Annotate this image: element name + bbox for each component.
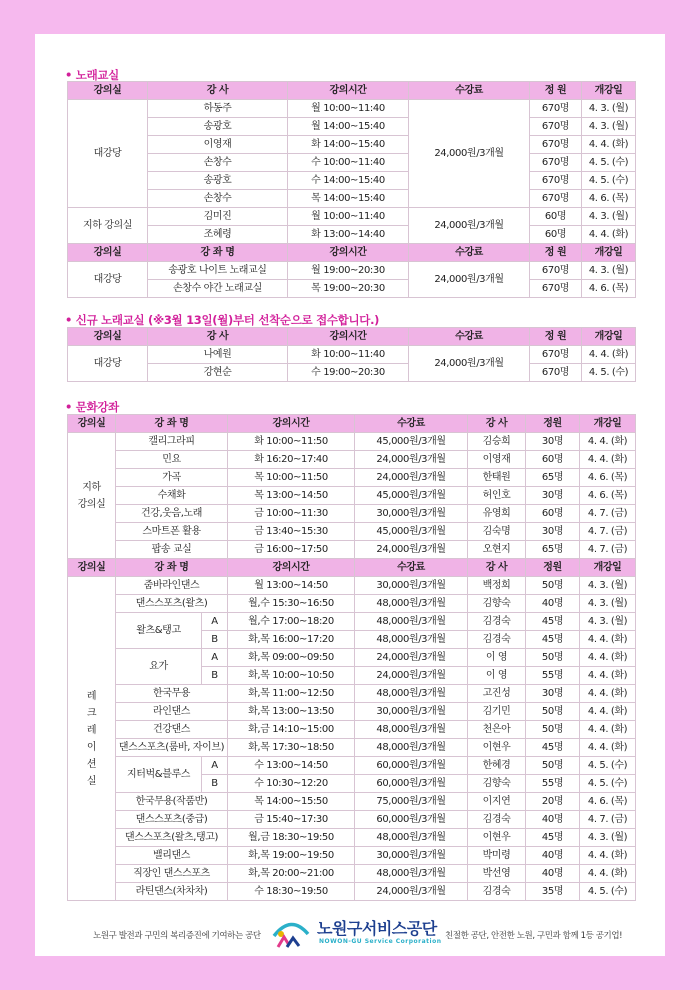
column-header: 개강일 [582,244,636,262]
column-header: 정 원 [530,244,582,262]
instructor-cell: 이현우 [468,829,526,847]
name-cell: 이영재 [148,136,288,154]
instructor-cell: 백정희 [468,577,526,595]
table-row [68,577,636,595]
page-sheet [35,34,665,956]
table-row [68,190,636,208]
instructor-cell: 천은아 [468,721,526,739]
table-row [68,505,636,523]
capacity-cell: 60명 [530,208,582,226]
name-cell: 송광호 [148,172,288,190]
table-row [68,172,636,190]
start-date-cell: 4. 5. (수) [582,172,636,190]
fee-cell: 30,000원/3개월 [355,703,468,721]
course-name-cell: 댄스스포츠(왈츠,탱고) [116,829,228,847]
capacity-cell: 40명 [526,847,580,865]
time-cell: 화,목 19:00~19:50 [228,847,355,865]
time-cell: 화,목 20:00~21:00 [228,865,355,883]
course-name-cell: 줌바라인댄스 [116,577,228,595]
time-cell: 월,수 15:30~16:50 [228,595,355,613]
start-date-cell: 4. 3. (월) [580,829,636,847]
table-row [68,757,636,775]
table-header-row [68,415,636,433]
column-header: 강 사 [148,82,288,100]
column-header: 강의실 [68,82,148,100]
table-row [68,100,636,118]
start-date-cell: 4. 4. (화) [580,649,636,667]
table-row [68,793,636,811]
room-cell: 지하 강의실 [68,208,148,244]
course-name-cell: 요가 [116,649,202,685]
capacity-cell: 50명 [526,721,580,739]
start-date-cell: 4. 6. (목) [580,469,636,487]
fee-cell: 48,000원/3개월 [355,631,468,649]
start-date-cell: 4. 7. (금) [580,523,636,541]
table-row [68,136,636,154]
column-header: 강의실 [68,559,116,577]
time-cell: 월 14:00~15:40 [288,118,409,136]
name-cell: 손창수 야간 노래교실 [148,280,288,298]
culture-class-table [67,414,636,901]
fee-cell: 24,000원/3개월 [355,649,468,667]
table-row [68,829,636,847]
instructor-cell: 김승희 [468,433,526,451]
instructor-cell: 김경숙 [468,613,526,631]
course-name-cell: 지터벅&블루스 [116,757,202,793]
capacity-cell: 45명 [526,739,580,757]
fee-cell: 30,000원/3개월 [355,577,468,595]
table-row [68,208,636,226]
capacity-cell: 50명 [526,703,580,721]
start-date-cell: 4. 6. (목) [580,793,636,811]
start-date-cell: 4. 3. (월) [582,118,636,136]
column-header: 강의시간 [288,244,409,262]
table-row [68,847,636,865]
time-cell: 금 10:00~11:30 [228,505,355,523]
time-cell: 화 16:20~17:40 [228,451,355,469]
fee-cell: 48,000원/3개월 [355,829,468,847]
course-section-cell: A [202,757,228,775]
start-date-cell: 4. 4. (화) [580,847,636,865]
fee-cell: 48,000원/3개월 [355,865,468,883]
time-cell: 월,금 18:30~19:50 [228,829,355,847]
time-cell: 화 10:00~11:40 [288,346,409,364]
fee-cell: 30,000원/3개월 [355,505,468,523]
column-header: 개강일 [580,415,636,433]
fee-cell: 30,000원/3개월 [355,847,468,865]
course-name-cell: 수채화 [116,487,228,505]
logo-subtitle: NOWON-GU Service Corporation [319,938,442,945]
instructor-cell: 김숙명 [468,523,526,541]
table-row [68,364,636,382]
time-cell: 목 10:00~11:50 [228,469,355,487]
course-section-cell: B [202,631,228,649]
course-name-cell: 왈츠&탱고 [116,613,202,649]
table-row [68,595,636,613]
table-row [68,865,636,883]
time-cell: 수 10:00~11:40 [288,154,409,172]
course-name-cell: 민요 [116,451,228,469]
start-date-cell: 4. 4. (화) [580,685,636,703]
capacity-cell: 45명 [526,613,580,631]
column-header: 강 좌 명 [116,415,228,433]
start-date-cell: 4. 3. (월) [580,613,636,631]
instructor-cell: 이영재 [468,451,526,469]
table-row [68,262,636,280]
start-date-cell: 4. 5. (수) [580,775,636,793]
column-header: 수강료 [409,244,530,262]
fee-cell: 48,000원/3개월 [355,721,468,739]
instructor-cell: 이현우 [468,739,526,757]
room-cell: 대강당 [68,346,148,382]
capacity-cell: 20명 [526,793,580,811]
time-cell: 수 18:30~19:50 [228,883,355,901]
column-header: 강의시간 [228,415,355,433]
time-cell: 월 10:00~11:40 [288,208,409,226]
time-cell: 화,목 11:00~12:50 [228,685,355,703]
instructor-cell: 유영희 [468,505,526,523]
column-header: 개강일 [580,559,636,577]
time-cell: 월 19:00~20:30 [288,262,409,280]
fee-cell: 24,000원/3개월 [355,469,468,487]
table-row [68,739,636,757]
instructor-cell: 고진성 [468,685,526,703]
start-date-cell: 4. 4. (화) [582,346,636,364]
course-name-cell: 라인댄스 [116,703,228,721]
start-date-cell: 4. 7. (금) [580,811,636,829]
time-cell: 화,목 10:00~10:50 [228,667,355,685]
fee-cell: 48,000원/3개월 [355,685,468,703]
column-header: 정원 [526,559,580,577]
time-cell: 금 13:40~15:30 [228,523,355,541]
time-cell: 화,목 17:30~18:50 [228,739,355,757]
fee-cell: 24,000원/3개월 [409,208,530,244]
column-header: 수강료 [409,328,530,346]
start-date-cell: 4. 4. (화) [582,136,636,154]
table-header-row [68,82,636,100]
start-date-cell: 4. 3. (월) [580,595,636,613]
logo-name: 노원구서비스공단 [317,919,437,938]
column-header: 수강료 [409,82,530,100]
room-cell: 대강당 [68,262,148,298]
time-cell: 화,목 16:00~17:20 [228,631,355,649]
table-row [68,703,636,721]
name-cell: 김미진 [148,208,288,226]
column-header: 강의실 [68,328,148,346]
fee-cell: 60,000원/3개월 [355,775,468,793]
table-header-row [68,244,636,262]
table-row [68,649,636,667]
column-header: 수강료 [355,559,468,577]
time-cell: 월 10:00~11:40 [288,100,409,118]
room-cell: 대강당 [68,100,148,208]
name-cell: 조혜령 [148,226,288,244]
table-row [68,451,636,469]
time-cell: 목 14:00~15:40 [288,190,409,208]
capacity-cell: 670명 [530,262,582,280]
start-date-cell: 4. 3. (월) [582,100,636,118]
section-title-culture-class: • 문화강좌 [65,400,119,414]
start-date-cell: 4. 3. (월) [582,208,636,226]
start-date-cell: 4. 6. (목) [582,280,636,298]
course-name-cell: 건강,웃음,노래 [116,505,228,523]
start-date-cell: 4. 4. (화) [580,865,636,883]
fee-cell: 45,000원/3개월 [355,523,468,541]
name-cell: 송광호 [148,118,288,136]
time-cell: 월 13:00~14:50 [228,577,355,595]
course-name-cell: 한국무용(작품반) [116,793,228,811]
time-cell: 화 14:00~15:40 [288,136,409,154]
instructor-cell: 박미령 [468,847,526,865]
capacity-cell: 670명 [530,190,582,208]
course-name-cell: 댄스스포츠(중급) [116,811,228,829]
footer-right-slogan: 친절한 공단, 안전한 노원, 구민과 함께 1등 공기업! [445,931,623,941]
instructor-cell: 김향숙 [468,595,526,613]
instructor-cell: 김향숙 [468,775,526,793]
column-header: 강 사 [148,328,288,346]
footer [35,914,665,954]
instructor-cell: 김기민 [468,703,526,721]
column-header: 강의실 [68,244,148,262]
fee-cell: 24,000원/3개월 [355,883,468,901]
capacity-cell: 55명 [526,667,580,685]
instructor-cell: 김경숙 [468,811,526,829]
column-header: 강 사 [468,559,526,577]
course-section-cell: A [202,649,228,667]
column-header: 정 원 [530,328,582,346]
table-row [68,883,636,901]
start-date-cell: 4. 7. (금) [580,505,636,523]
time-cell: 목 19:00~20:30 [288,280,409,298]
time-cell: 화,목 09:00~09:50 [228,649,355,667]
instructor-cell: 한태원 [468,469,526,487]
fee-cell: 75,000원/3개월 [355,793,468,811]
column-header: 강의실 [68,415,116,433]
name-cell: 나예원 [148,346,288,364]
table-header-row [68,328,636,346]
start-date-cell: 4. 6. (목) [582,190,636,208]
start-date-cell: 4. 4. (화) [580,433,636,451]
capacity-cell: 670명 [530,136,582,154]
course-section-cell: A [202,613,228,631]
start-date-cell: 4. 4. (화) [582,226,636,244]
course-name-cell: 댄스스포츠(룸바, 자이브) [116,739,228,757]
instructor-cell: 오현지 [468,541,526,559]
capacity-cell: 670명 [530,346,582,364]
fee-cell: 48,000원/3개월 [355,739,468,757]
course-name-cell: 댄스스포츠(왈츠) [116,595,228,613]
time-cell: 수 13:00~14:50 [228,757,355,775]
time-cell: 목 13:00~14:50 [228,487,355,505]
name-cell: 손창수 [148,190,288,208]
instructor-cell: 김경숙 [468,883,526,901]
instructor-cell: 이지연 [468,793,526,811]
table-row [68,154,636,172]
name-cell: 송광호 나이트 노래교실 [148,262,288,280]
table-row [68,811,636,829]
start-date-cell: 4. 4. (화) [580,739,636,757]
table-row [68,346,636,364]
instructor-cell: 이 영 [468,649,526,667]
table-row [68,721,636,739]
column-header: 강 좌 명 [116,559,228,577]
capacity-cell: 45명 [526,829,580,847]
fee-cell: 45,000원/3개월 [355,433,468,451]
capacity-cell: 60명 [526,505,580,523]
instructor-cell: 허인호 [468,487,526,505]
fee-cell: 24,000원/3개월 [355,667,468,685]
instructor-cell: 박선영 [468,865,526,883]
capacity-cell: 45명 [526,631,580,649]
capacity-cell: 670명 [530,118,582,136]
capacity-cell: 30명 [526,487,580,505]
capacity-cell: 50명 [526,577,580,595]
time-cell: 금 16:00~17:50 [228,541,355,559]
capacity-cell: 30명 [526,433,580,451]
column-header: 강의시간 [288,328,409,346]
column-header: 정원 [526,415,580,433]
time-cell: 목 14:00~15:50 [228,793,355,811]
table-row [68,280,636,298]
start-date-cell: 4. 3. (월) [580,577,636,595]
column-header: 강 사 [468,415,526,433]
fee-cell: 48,000원/3개월 [355,613,468,631]
room-cell: 레 크 레 이 션 실 [68,577,116,901]
instructor-cell: 김경숙 [468,631,526,649]
capacity-cell: 50명 [526,649,580,667]
time-cell: 월,수 17:00~18:20 [228,613,355,631]
fee-cell: 24,000원/3개월 [409,100,530,208]
column-header: 개강일 [582,328,636,346]
table-row [68,433,636,451]
capacity-cell: 670명 [530,100,582,118]
capacity-cell: 55명 [526,775,580,793]
capacity-cell: 670명 [530,172,582,190]
course-name-cell: 팝송 교실 [116,541,228,559]
column-header: 강의시간 [228,559,355,577]
time-cell: 수 14:00~15:40 [288,172,409,190]
start-date-cell: 4. 3. (월) [582,262,636,280]
course-name-cell: 캘리그라피 [116,433,228,451]
instructor-cell: 이 영 [468,667,526,685]
capacity-cell: 30명 [526,523,580,541]
capacity-cell: 65명 [526,541,580,559]
time-cell: 금 15:40~17:30 [228,811,355,829]
capacity-cell: 670명 [530,154,582,172]
capacity-cell: 50명 [526,757,580,775]
fee-cell: 60,000원/3개월 [355,757,468,775]
time-cell: 화,목 13:00~13:50 [228,703,355,721]
table-header-row [68,559,636,577]
course-section-cell: B [202,667,228,685]
start-date-cell: 4. 5. (수) [580,757,636,775]
start-date-cell: 4. 7. (금) [580,541,636,559]
singing-class-table [67,81,636,298]
start-date-cell: 4. 6. (목) [580,487,636,505]
column-header: 개강일 [582,82,636,100]
course-name-cell: 건강댄스 [116,721,228,739]
fee-cell: 60,000원/3개월 [355,811,468,829]
fee-cell: 48,000원/3개월 [355,595,468,613]
course-name-cell: 스마트폰 활용 [116,523,228,541]
table-row [68,523,636,541]
capacity-cell: 40명 [526,865,580,883]
capacity-cell: 40명 [526,811,580,829]
capacity-cell: 670명 [530,364,582,382]
capacity-cell: 60명 [526,451,580,469]
table-row [68,541,636,559]
table-row [68,685,636,703]
table-row [68,118,636,136]
start-date-cell: 4. 4. (화) [580,703,636,721]
time-cell: 수 19:00~20:30 [288,364,409,382]
table-row [68,487,636,505]
course-name-cell: 직장인 댄스스포츠 [116,865,228,883]
fee-cell: 24,000원/3개월 [409,262,530,298]
name-cell: 하동주 [148,100,288,118]
table-row [68,613,636,631]
start-date-cell: 4. 4. (화) [580,631,636,649]
fee-cell: 24,000원/3개월 [355,451,468,469]
capacity-cell: 40명 [526,595,580,613]
column-header: 강의시간 [288,82,409,100]
course-name-cell: 라틴댄스(차차차) [116,883,228,901]
section-title-new-singing-class: • 신규 노래교실 (※3월 13일(월)부터 선착순으로 접수합니다.) [65,313,380,327]
section-title-singing-class: • 노래교실 [65,68,119,82]
capacity-cell: 35명 [526,883,580,901]
new-singing-class-table [67,327,636,382]
room-cell: 지하 강의실 [68,433,116,559]
capacity-cell: 65명 [526,469,580,487]
fee-cell: 24,000원/3개월 [355,541,468,559]
name-cell: 손창수 [148,154,288,172]
fee-cell: 45,000원/3개월 [355,487,468,505]
time-cell: 화 13:00~14:40 [288,226,409,244]
capacity-cell: 60명 [530,226,582,244]
table-row [68,469,636,487]
time-cell: 수 10:30~12:20 [228,775,355,793]
column-header: 정 원 [530,82,582,100]
course-name-cell: 한국무용 [116,685,228,703]
course-name-cell: 가곡 [116,469,228,487]
column-header: 수강료 [355,415,468,433]
time-cell: 화,금 14:10~15:00 [228,721,355,739]
time-cell: 화 10:00~11:50 [228,433,355,451]
fee-cell: 24,000원/3개월 [409,346,530,382]
start-date-cell: 4. 5. (수) [582,154,636,172]
start-date-cell: 4. 5. (수) [580,883,636,901]
start-date-cell: 4. 4. (화) [580,451,636,469]
course-name-cell: 밸리댄스 [116,847,228,865]
start-date-cell: 4. 4. (화) [580,721,636,739]
course-section-cell: B [202,775,228,793]
instructor-cell: 한혜경 [468,757,526,775]
column-header: 강 좌 명 [148,244,288,262]
name-cell: 강현순 [148,364,288,382]
start-date-cell: 4. 4. (화) [580,667,636,685]
capacity-cell: 30명 [526,685,580,703]
table-row [68,226,636,244]
capacity-cell: 670명 [530,280,582,298]
start-date-cell: 4. 5. (수) [582,364,636,382]
footer-left-slogan: 노원구 발전과 구민의 복리증진에 기여하는 공단 [93,931,261,941]
nowon-logo-icon [272,918,310,948]
